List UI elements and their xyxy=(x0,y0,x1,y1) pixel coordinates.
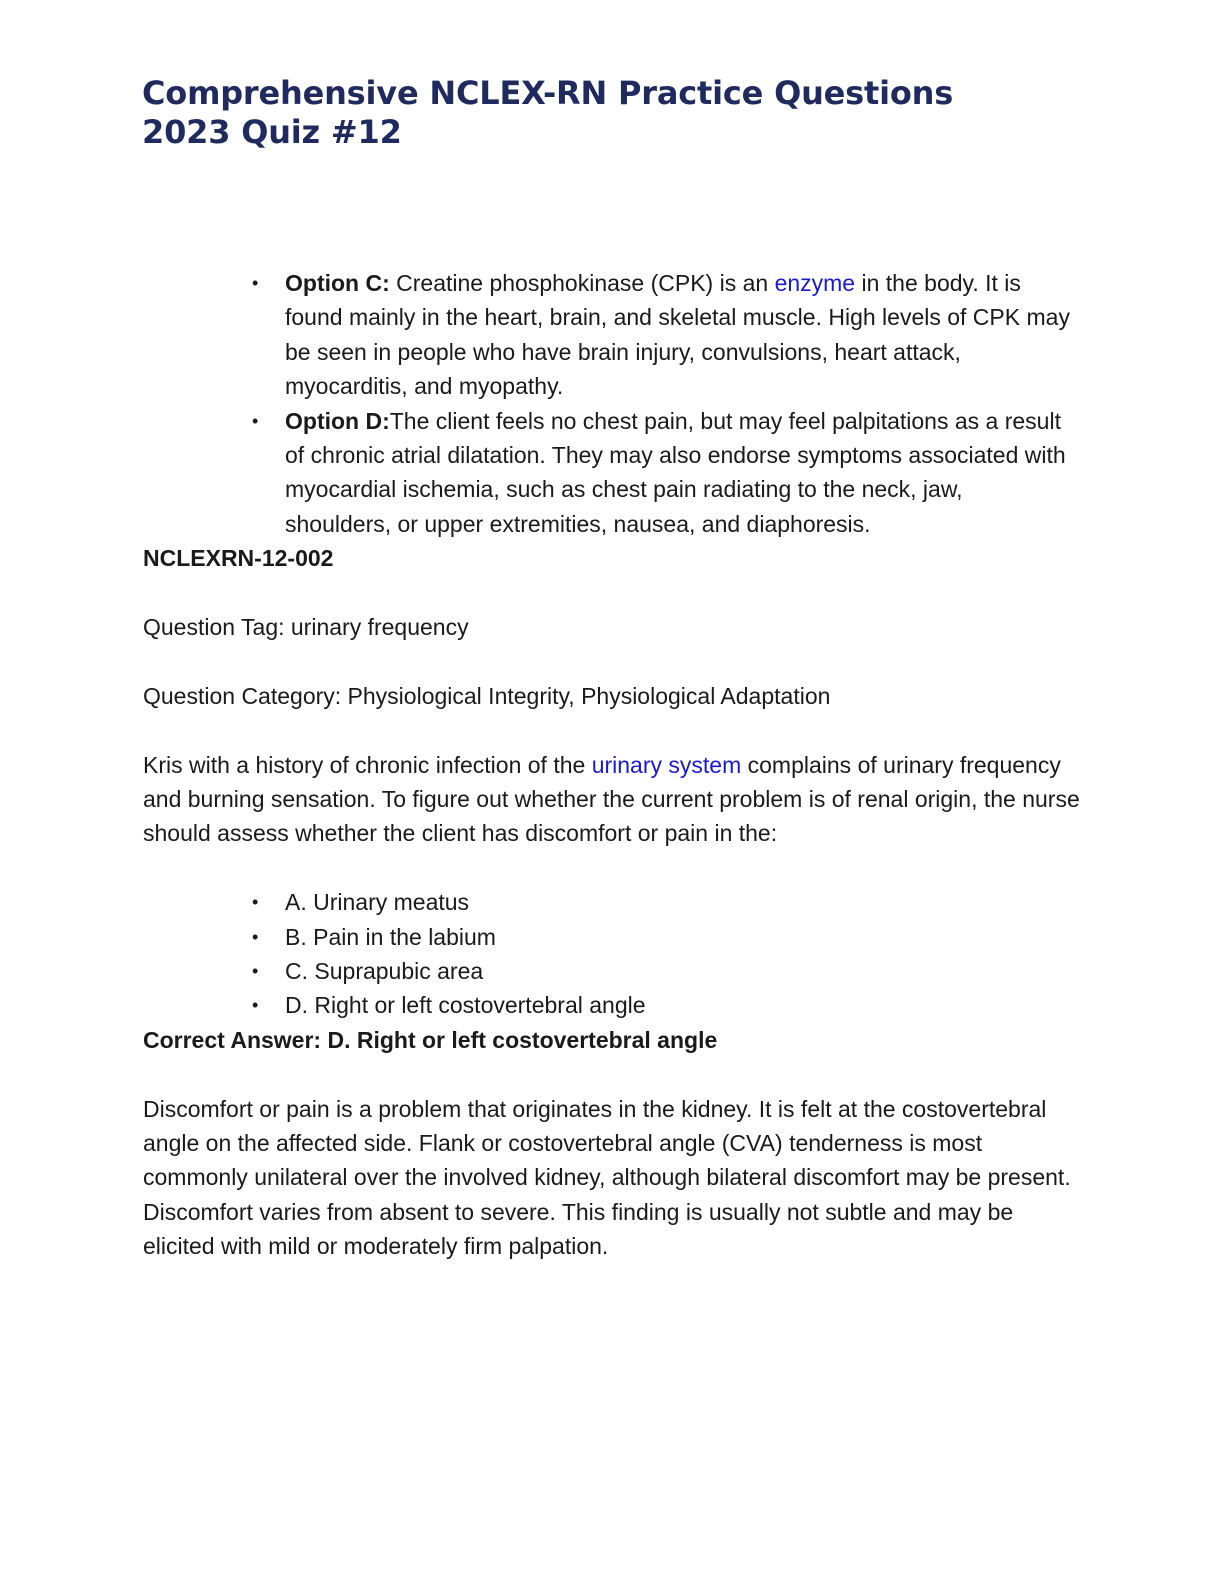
rationale-option-d-text: The client feels no chest pain, but may feel palpitations as a result of chronic atrial dilatation. They may also endorse symptoms associated with myocardial ischemia, such as chest pain radiating to the neck, jaw, shoulders, or upper extremities, nausea, and diaphoresis. xyxy=(285,407,1066,537)
answer-rationale: Discomfort or pain is a problem that originates in the kidney. It is felt at the costovertebral angle on the affected side. Flank or costovertebral angle (CVA) tenderness is most commonly unilateral over the involved kidney, although bilateral discomfort may be present. Discomfort varies from absent to severe. This finding is usually not subtle and may be elicited with mild or moderately firm palpation. xyxy=(143,1095,1071,1260)
question-tag: Question Tag: urinary frequency xyxy=(143,614,469,641)
document-body xyxy=(143,266,1083,1264)
question-category: Question Category: Physiological Integrity, Physiological Adaptation xyxy=(143,682,831,709)
previous-rationale-list xyxy=(143,266,1083,541)
question-stem-before: Kris with a history of chronic infection of the xyxy=(143,751,592,778)
question-stem xyxy=(143,748,1083,851)
rationale-option-c-label: Option C: xyxy=(285,270,390,296)
document-title xyxy=(142,74,953,152)
document-title-line-1: Comprehensive NCLEX-RN Practice Questions xyxy=(142,74,954,112)
document-title-line-2: 2023 Quiz #12 xyxy=(142,113,402,151)
answer-option-a: • A. Urinary meatus xyxy=(285,885,1083,919)
question-id: NCLEXRN-12-002 xyxy=(143,545,334,572)
rationale-option-d-label: Option D: xyxy=(285,407,390,434)
rationale-option-d xyxy=(285,404,1075,542)
rationale-option-c xyxy=(285,266,1075,404)
urinary-system-link[interactable]: urinary system xyxy=(591,751,742,778)
enzyme-link[interactable]: enzyme xyxy=(774,270,856,296)
answer-options-list xyxy=(143,885,1083,1023)
answer-option-d: • D. Right or left costovertebral angle xyxy=(285,988,1083,1022)
correct-answer: Correct Answer: D. Right or left costovertebral angle xyxy=(143,1026,718,1053)
question-stem-after: complains of urinary frequency and burning sensation. To figure out whether the current problem is of renal origin, the nurse should assess whether the client has discomfort or pain in the: xyxy=(143,751,1080,847)
answer-option-c: • C. Suprapubic area xyxy=(285,954,1083,988)
answer-option-b: • B. Pain in the labium xyxy=(285,920,1083,954)
rationale-option-c-text-after: in the body. It is found mainly in the heart, brain, and skeletal muscle. High levels of CPK may be seen in people who have brain injury, convulsions, heart attack, myocarditis, and myopathy. xyxy=(285,270,1070,400)
rationale-option-c-text-before: Creatine phosphokinase (CPK) is an xyxy=(389,270,775,296)
